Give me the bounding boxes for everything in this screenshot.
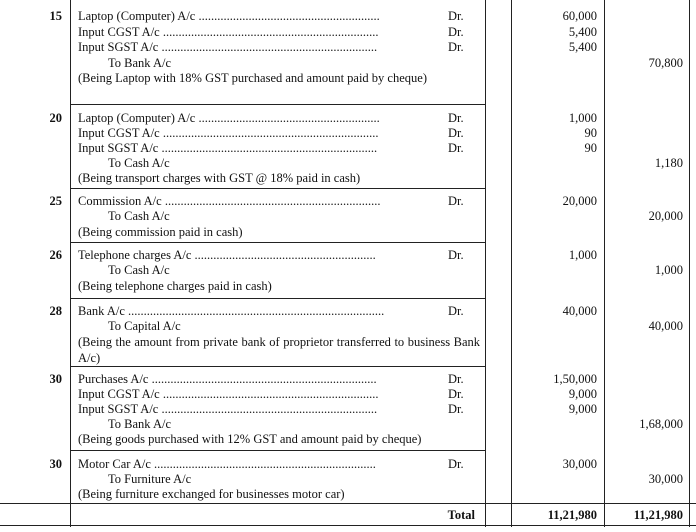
credit-amount: 70,800 <box>648 56 683 70</box>
credit-amount: 20,000 <box>648 209 683 223</box>
total-debit: 11,21,980 <box>547 508 597 522</box>
credit-account: To Cash A/c <box>108 209 170 223</box>
entry-date: 30 <box>49 372 62 386</box>
dr-marker: Dr. <box>448 372 464 386</box>
dr-marker: Dr. <box>448 304 464 318</box>
dr-marker: Dr. <box>448 141 464 155</box>
narration: (Being commission paid in cash) <box>78 225 243 239</box>
debit-amount: 5,400 <box>568 25 597 39</box>
debit-account: Laptop (Computer) A/c .......................................................... <box>78 111 380 125</box>
debit-account: Purchases A/c ........................................................................ <box>78 372 377 386</box>
credit-amount: 1,000 <box>654 263 683 277</box>
entry-date: 25 <box>49 194 62 208</box>
credit-amount: 30,000 <box>648 472 683 486</box>
debit-amount: 9,000 <box>568 402 597 416</box>
credit-account: To Bank A/c <box>108 417 172 431</box>
narration: (Being telephone charges paid in cash) <box>78 279 272 293</box>
credit-amount: 1,68,000 <box>639 417 683 431</box>
debit-amount: 1,000 <box>568 111 597 125</box>
entry-divider <box>70 366 485 367</box>
entry-date: 20 <box>49 111 62 125</box>
credit-amount: 40,000 <box>648 319 683 333</box>
credit-account: To Bank A/c <box>108 56 172 70</box>
entry-date: 28 <box>49 304 62 318</box>
debit-account: Motor Car A/c ....................................................................... <box>78 457 376 471</box>
debit-amount: 40,000 <box>562 304 597 318</box>
entry-divider <box>70 104 485 105</box>
debit-amount: 5,400 <box>568 40 597 54</box>
narration: (Being transport charges with GST @ 18% paid in cash) <box>78 171 361 185</box>
narration: (Being furniture exchanged for businesses motor car) <box>78 487 345 501</box>
debit-amount: 9,000 <box>568 387 597 401</box>
debit-account: Input SGST A/c ..................................................................... <box>78 402 378 416</box>
column-divider <box>70 0 71 527</box>
debit-account: Input CGST A/c ..................................................................... <box>78 126 379 140</box>
dr-marker: Dr. <box>448 126 464 140</box>
debit-amount: 30,000 <box>562 457 597 471</box>
debit-account: Input SGST A/c ..................................................................... <box>78 40 378 54</box>
dr-marker: Dr. <box>448 457 464 471</box>
entry-date: 26 <box>49 248 62 262</box>
total-bottom-rule <box>0 525 696 526</box>
total-label: Total <box>447 508 475 522</box>
dr-marker: Dr. <box>448 25 464 39</box>
dr-marker: Dr. <box>448 194 464 208</box>
dr-marker: Dr. <box>448 402 464 416</box>
narration: (Being goods purchased with 12% GST and amount paid by cheque) <box>78 432 422 446</box>
dr-marker: Dr. <box>448 40 464 54</box>
debit-amount: 60,000 <box>562 9 597 23</box>
credit-account: To Furniture A/c <box>108 472 192 486</box>
entry-divider <box>70 188 485 189</box>
dr-marker: Dr. <box>448 111 464 125</box>
dr-marker: Dr. <box>448 387 464 401</box>
credit-account: To Cash A/c <box>108 263 170 277</box>
debit-account: Bank A/c .................................................................................. <box>78 304 385 318</box>
credit-account: To Cash A/c <box>108 156 170 170</box>
credit-account: To Capital A/c <box>108 319 181 333</box>
narration: (Being the amount from private bank of proprietor transferred to business Bank A/c) <box>78 335 480 365</box>
debit-account: Input CGST A/c ..................................................................... <box>78 25 379 39</box>
entry-divider <box>70 242 485 243</box>
total-top-rule <box>0 503 696 504</box>
total-credit: 11,21,980 <box>633 508 683 522</box>
debit-account: Laptop (Computer) A/c .......................................................... <box>78 9 380 23</box>
debit-amount: 90 <box>584 126 597 140</box>
credit-amount: 1,180 <box>654 156 683 170</box>
debit-amount: 1,50,000 <box>553 372 597 386</box>
debit-amount: 1,000 <box>568 248 597 262</box>
entry-date: 15 <box>49 9 62 23</box>
debit-amount: 20,000 <box>562 194 597 208</box>
debit-account: Commission A/c ..................................................................... <box>78 194 381 208</box>
dr-marker: Dr. <box>448 9 464 23</box>
dr-marker: Dr. <box>448 248 464 262</box>
debit-account: Telephone charges A/c .......................................................... <box>78 248 376 262</box>
narration: (Being Laptop with 18% GST purchased and amount paid by cheque) <box>78 71 427 85</box>
debit-account: Input SGST A/c ..................................................................... <box>78 141 378 155</box>
debit-account: Input CGST A/c ..................................................................... <box>78 387 379 401</box>
debit-amount: 90 <box>584 141 597 155</box>
column-divider <box>689 0 690 527</box>
entry-date: 30 <box>49 457 62 471</box>
entry-divider <box>70 298 485 299</box>
entry-divider <box>70 450 485 451</box>
